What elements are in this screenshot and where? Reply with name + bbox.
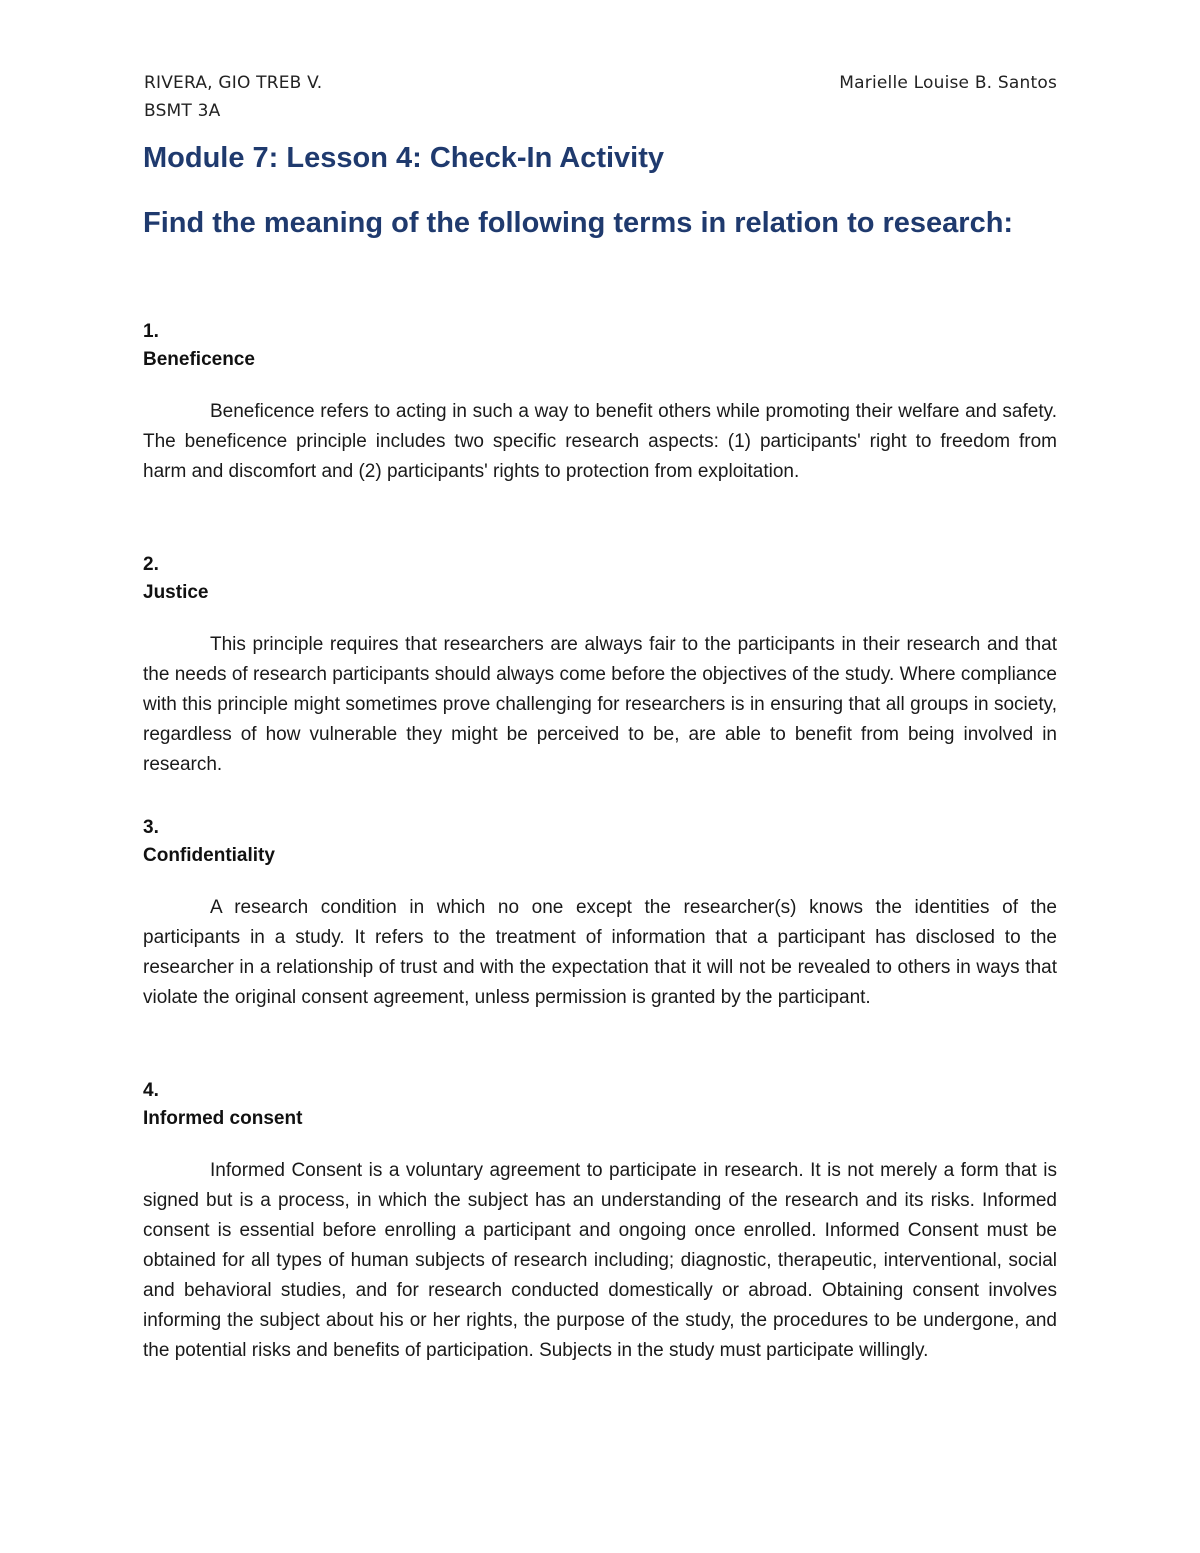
document-subtitle: Find the meaning of the following terms in relation to research: xyxy=(143,207,1014,239)
document-title: Module 7: Lesson 4: Check-In Activity xyxy=(143,142,665,174)
term-number: 4. xyxy=(143,1080,159,1101)
term-definition: A research condition in which no one except the researcher(s) knows the identities of the participants in a study. It refers to the treatment of information that a participant has disclosed to the researcher in a relationship of trust and with the expectation that it will not be revealed to others in ways that violate the original consent agreement, unless permission is granted by the participant. xyxy=(143,897,1057,1008)
term-definition: Informed Consent is a voluntary agreement to participate in research. It is not merely a form that is signed but is a process, in which the subject has an understanding of the research and its risks. Informed consent is essential before enrolling a participant and ongoing once enrolled. Informed Consent must be obtained for all types of human subjects of research including; diagnostic, therapeutic, interventional, social and behavioral studies, and for research conducted domestically or abroad. Obtaining consent involves informing the subject about his or her rights, the purpose of the study, the procedures to be undergone, and the potential risks and benefits of participation. Subjects in the study must participate willingly. xyxy=(143,1160,1057,1361)
term-name: Informed consent xyxy=(143,1108,303,1129)
term-definition: Beneficence refers to acting in such a way to benefit others while promoting their welfare and safety. The beneficence principle includes two specific research aspects: (1) participants' right to freedom from harm and discomfort and (2) participants' rights to protection from exploitation. xyxy=(143,401,1057,482)
term-section-beneficence xyxy=(143,318,1057,487)
term-number: 1. xyxy=(143,321,159,342)
term-name: Confidentiality xyxy=(143,845,275,866)
term-definition: This principle requires that researchers are always fair to the participants in their research and that the needs of research participants should always come before the objectives of the study. Where compliance with this principle might sometimes prove challenging for researchers is in ensuring that all groups in society, regardless of how vulnerable they might be perceived to be, are able to benefit from being involved in research. xyxy=(143,634,1057,775)
term-number: 2. xyxy=(143,554,159,575)
term-name: Justice xyxy=(143,582,209,603)
student-name: RIVERA, GIO TREB V. xyxy=(144,73,323,93)
term-section-justice xyxy=(143,551,1057,780)
partner-name: Marielle Louise B. Santos xyxy=(839,73,1057,93)
term-number: 3. xyxy=(143,817,159,838)
term-name: Beneficence xyxy=(143,349,255,370)
student-class: BSMT 3A xyxy=(144,101,221,121)
term-section-informed-consent xyxy=(143,1077,1057,1366)
term-section-confidentiality xyxy=(143,814,1057,1013)
